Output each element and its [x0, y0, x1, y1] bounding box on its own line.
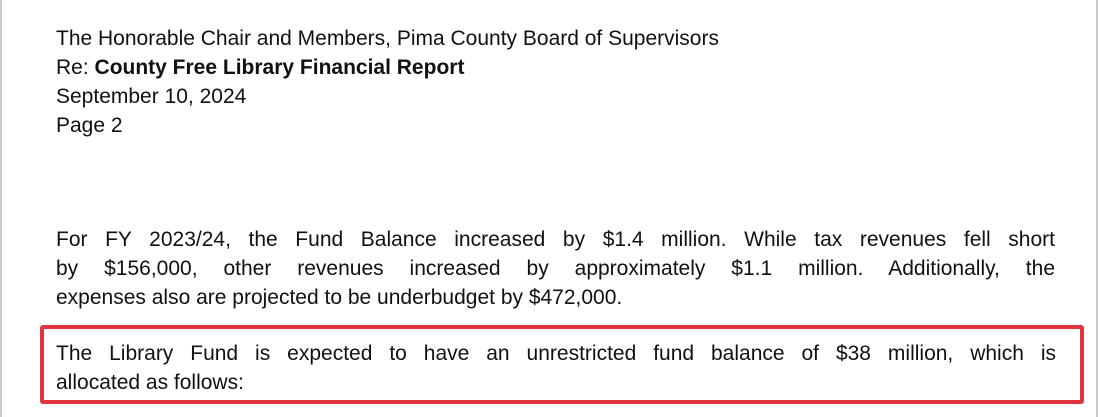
highlight-line-2: allocated as follows:: [56, 371, 244, 394]
paragraph-line-1: For FY 2023/24, the Fund Balance increased by $1.4 million. While tax revenues fell short: [56, 228, 1055, 251]
highlight-line-1: The Library Fund is expected to have an unrestricted fund balance of $38 million, which is: [56, 342, 1056, 365]
addressee-line: The Honorable Chair and Members, Pima County Board of Supervisors: [56, 27, 719, 50]
memo-header: [56, 24, 719, 140]
paragraph-line-2: by $156,000, other revenues increased by approximately $1.1 million. Additionally, the: [56, 257, 1055, 280]
subject-line: [56, 53, 719, 82]
paragraph-line-3: expenses also are projected to be underbudget by $472,000.: [56, 286, 623, 309]
highlighted-annotation-box: [40, 325, 1084, 404]
fund-balance-paragraph: [56, 225, 1055, 312]
re-subject: County Free Library Financial Report: [94, 56, 465, 79]
page-number: Page 2: [56, 114, 123, 137]
re-prefix: Re:: [56, 56, 89, 79]
highlighted-paragraph: [56, 339, 1056, 397]
date-line: September 10, 2024: [56, 85, 247, 108]
